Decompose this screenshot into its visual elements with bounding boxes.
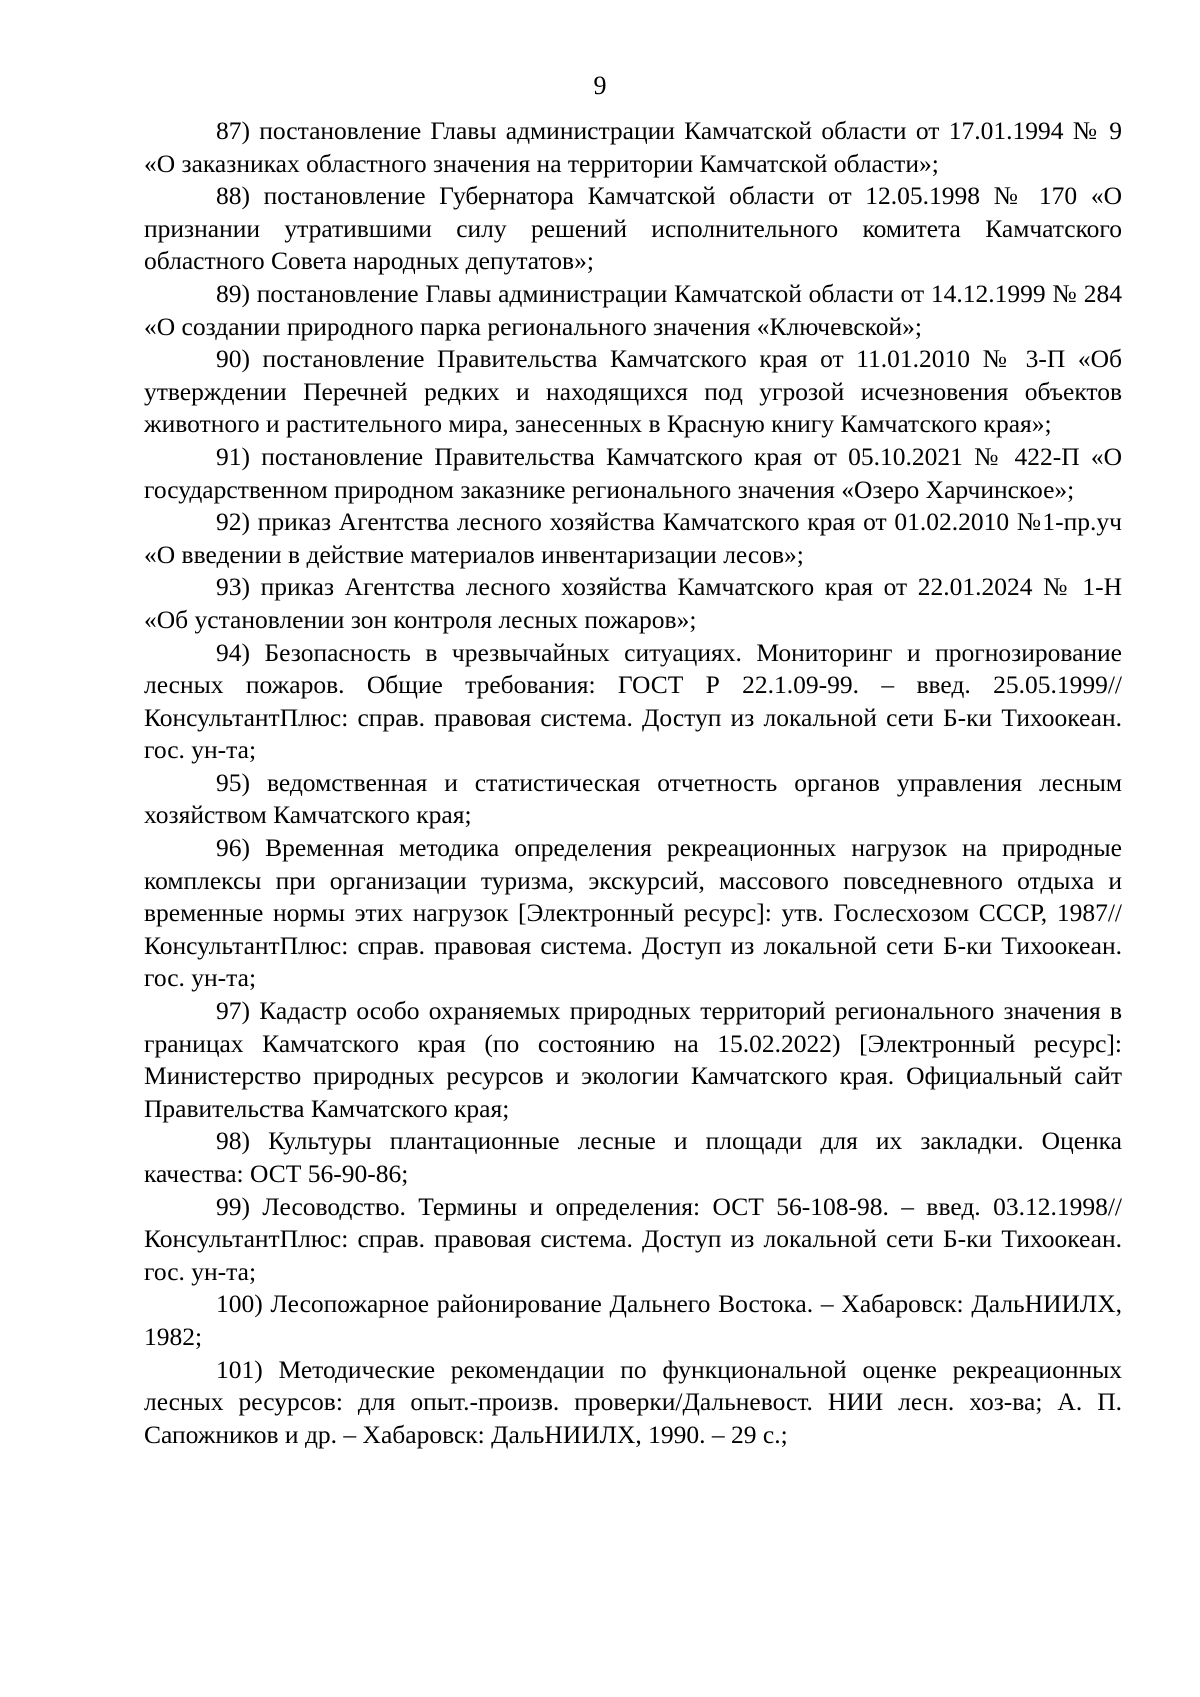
reference-item-91: 91) постановление Правительства Камчатского края от 05.10.2021 № 422-П «О государственном природном заказнике регионального значения «Озеро Харчинское»; [144,441,1122,504]
reference-list [144,115,1122,1451]
reference-item-101: 101) Методические рекомендации по функциональной оценке рекреационных лесных ресурсов: для опыт.-произв. проверки/Дальневост. НИИ лесн. хоз-ва; А. П. Сапожников и др. – Хабаровск: ДальНИИЛХ, 1990. – 29 с.; [144,1354,1122,1449]
reference-item-87: 87) постановление Главы администрации Камчатской области от 17.01.1994 № 9 «О заказниках областного значения на территории Камчатской области»; [144,116,1122,178]
reference-item-89: 89) постановление Главы администрации Камчатской области от 14.12.1999 № 284 «О создании природного парка регионального значения «Ключевской»; [144,278,1122,341]
reference-item-88: 88) постановление Губернатора Камчатской области от 12.05.1998 № 170 «О признании утратившими силу решений исполнительного комитета Камчатского областного Совета народных депутатов»; [144,181,1122,276]
reference-item-100: 100) Лесопожарное районирование Дальнего Востока. – Хабаровск: ДальНИИЛХ, 1982; [144,1289,1122,1351]
reference-item-97: 97) Кадастр особо охраняемых природных территорий регионального значения в границах Камчатского края (по состоянию на 15.02.2022) [Электронный ресурс]: Министерство природных ресурсов и экологии Камчатского края. Официальный сайт Правительства Камчатского края; [144,996,1122,1123]
reference-item-93: 93) приказ Агентства лесного хозяйства Камчатского края от 22.01.2024 № 1-Н «Об установлении зон контроля лесных пожаров»; [144,572,1122,634]
reference-item-98: 98) Культуры плантационные лесные и площади для их закладки. Оценка качества: ОСТ 56-90-86; [144,1126,1122,1188]
reference-item-99: 99) Лесоводство. Термины и определения: ОСТ 56-108-98. – введ. 03.12.1998// КонсультантПлюс: справ. правовая система. Доступ из локальной сети Б-ки Тихоокеан. гос. ун-та; [144,1191,1122,1286]
reference-item-95: 95) ведомственная и статистическая отчетность органов управления лесным хозяйством Камчатского края; [144,767,1122,830]
reference-item-94: 94) Безопасность в чрезвычайных ситуациях. Мониторинг и прогнозирование лесных пожаров. Общие требования: ГОСТ Р 22.1.09-99. – введ. 25.05.1999// КонсультантПлюс: справ. правовая система. Доступ из локальной сети Б-ки Тихоокеан. гос. ун-та; [144,637,1122,765]
reference-item-92: 92) приказ Агентства лесного хозяйства Камчатского края от 01.02.2010 №1-пр.уч «О введении в действие материалов инвентаризации лесов»; [144,507,1122,569]
reference-item-90: 90) постановление Правительства Камчатского края от 11.01.2010 № 3-П «Об утверждении Перечней редких и находящихся под угрозой исчезновения объектов животного и растительного мира, занесенных в Красную книгу Камчатского края»; [144,344,1122,439]
reference-item-96: 96) Временная методика определения рекреационных нагрузок на природные комплексы при организации туризма, экскурсий, массового повседневного отдыха и временные нормы этих нагрузок [Электронный ресурс]: утв. Гослесхозом СССР, 1987//КонсультантПлюс: справ. правовая система. Доступ из локальной сети Б-ки Тихоокеан. гос. ун-та; [144,833,1122,993]
page-number: 9 [593,71,607,100]
